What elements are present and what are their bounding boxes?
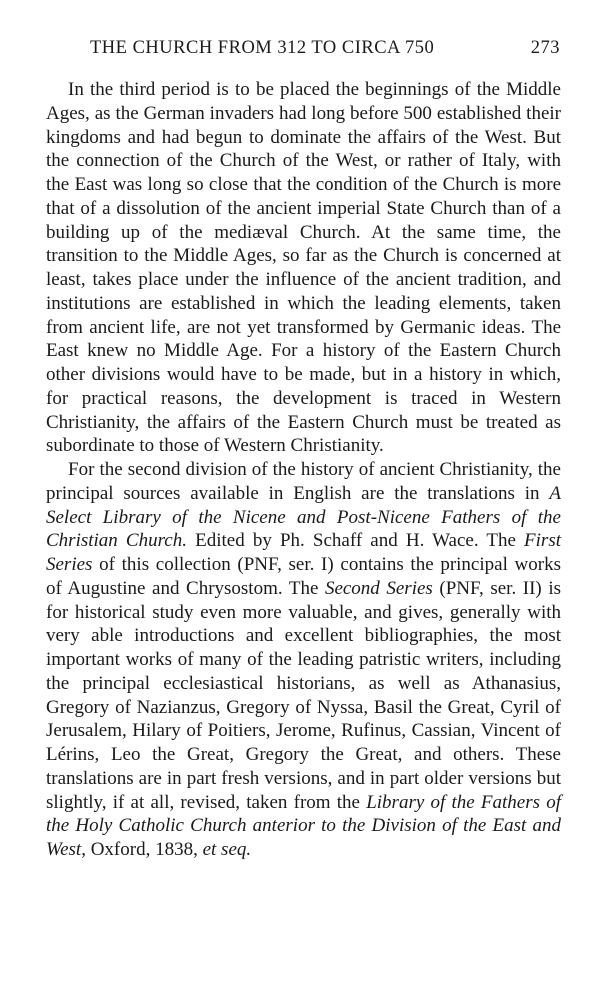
page-number: 273 [530,38,560,58]
paragraph-text: (PNF, ser. II) is for historical study even more valuable, and gives, generally with very able introductions and excellent bibliographies, the most important works of many of the leading patristic writers, including the principal ecclesiastical historians, as well as Athanasius, Gregory of Nazianzus, Gregory of Nyssa, Basil the Great, Cyril of Jerusalem, Hilary of Poitiers, Jerome, Rufinus, Cassian, Vincent of Lérins, Leo the Great, Gregory the Great, and others. These translations are in part fresh versions, and in part older versions but slightly, if at all, revised, taken from the [46,577,561,813]
paragraph-text: For the second division of the history of ancient Christianity, the principal sources available in English are the translations in [46,459,561,504]
paragraph-text: Edited by Ph. Schaff and H. Wace. The [186,530,525,552]
paragraph-sources [46,458,561,862]
paragraph-third-period [46,78,561,458]
italic-first-series: First Series [46,530,561,575]
running-title: THE CHURCH FROM 312 TO CIRCA 750 [90,38,435,58]
italic-et-seq: et seq. [202,839,252,860]
italic-title-library-of-fathers: Library of the Fathers of the Holy Catholic Church anterior to the Division of the East and West [46,791,561,860]
italic-second-series: Second Series [324,577,433,599]
italic-title-select-library: A Select Library of the Nicene and Post-Nicene Fathers of the Christian Church. [46,482,561,552]
paragraph-text: In the third period is to be placed the beginnings of the Middle Ages, as the German invaders had long before 500 established their kingdoms and had begun to dominate the affairs of the West. But the connection of the Church of the West, or rather of Italy, with the East was long so close that the condition of the Church is more that of a dissolution of the ancient imperial State Church than of a building up of the mediæval Church. At the same time, the transition to the Middle Ages, so far as the Church is concerned at least, takes place under the influence of the ancient tradition, and institutions are established in which the leading elements, taken from ancient life, are not yet transformed by Germanic ideas. The East knew no Middle Age. For a history of the Eastern Church other divisions would have to be made, but in a history in which, for practical reasons, the development is traced in Western Christianity, the affairs of the Eastern Church must be treated as subordinate to those of Western Christianity. [46,79,561,457]
paragraph-text: , Oxford, 1838, [81,839,203,860]
paragraph-text: of this collection (PNF, ser. I) contains the principal works of Augustine and Chrysostom. The [46,554,561,599]
body-text [46,78,561,862]
running-header [90,38,560,64]
